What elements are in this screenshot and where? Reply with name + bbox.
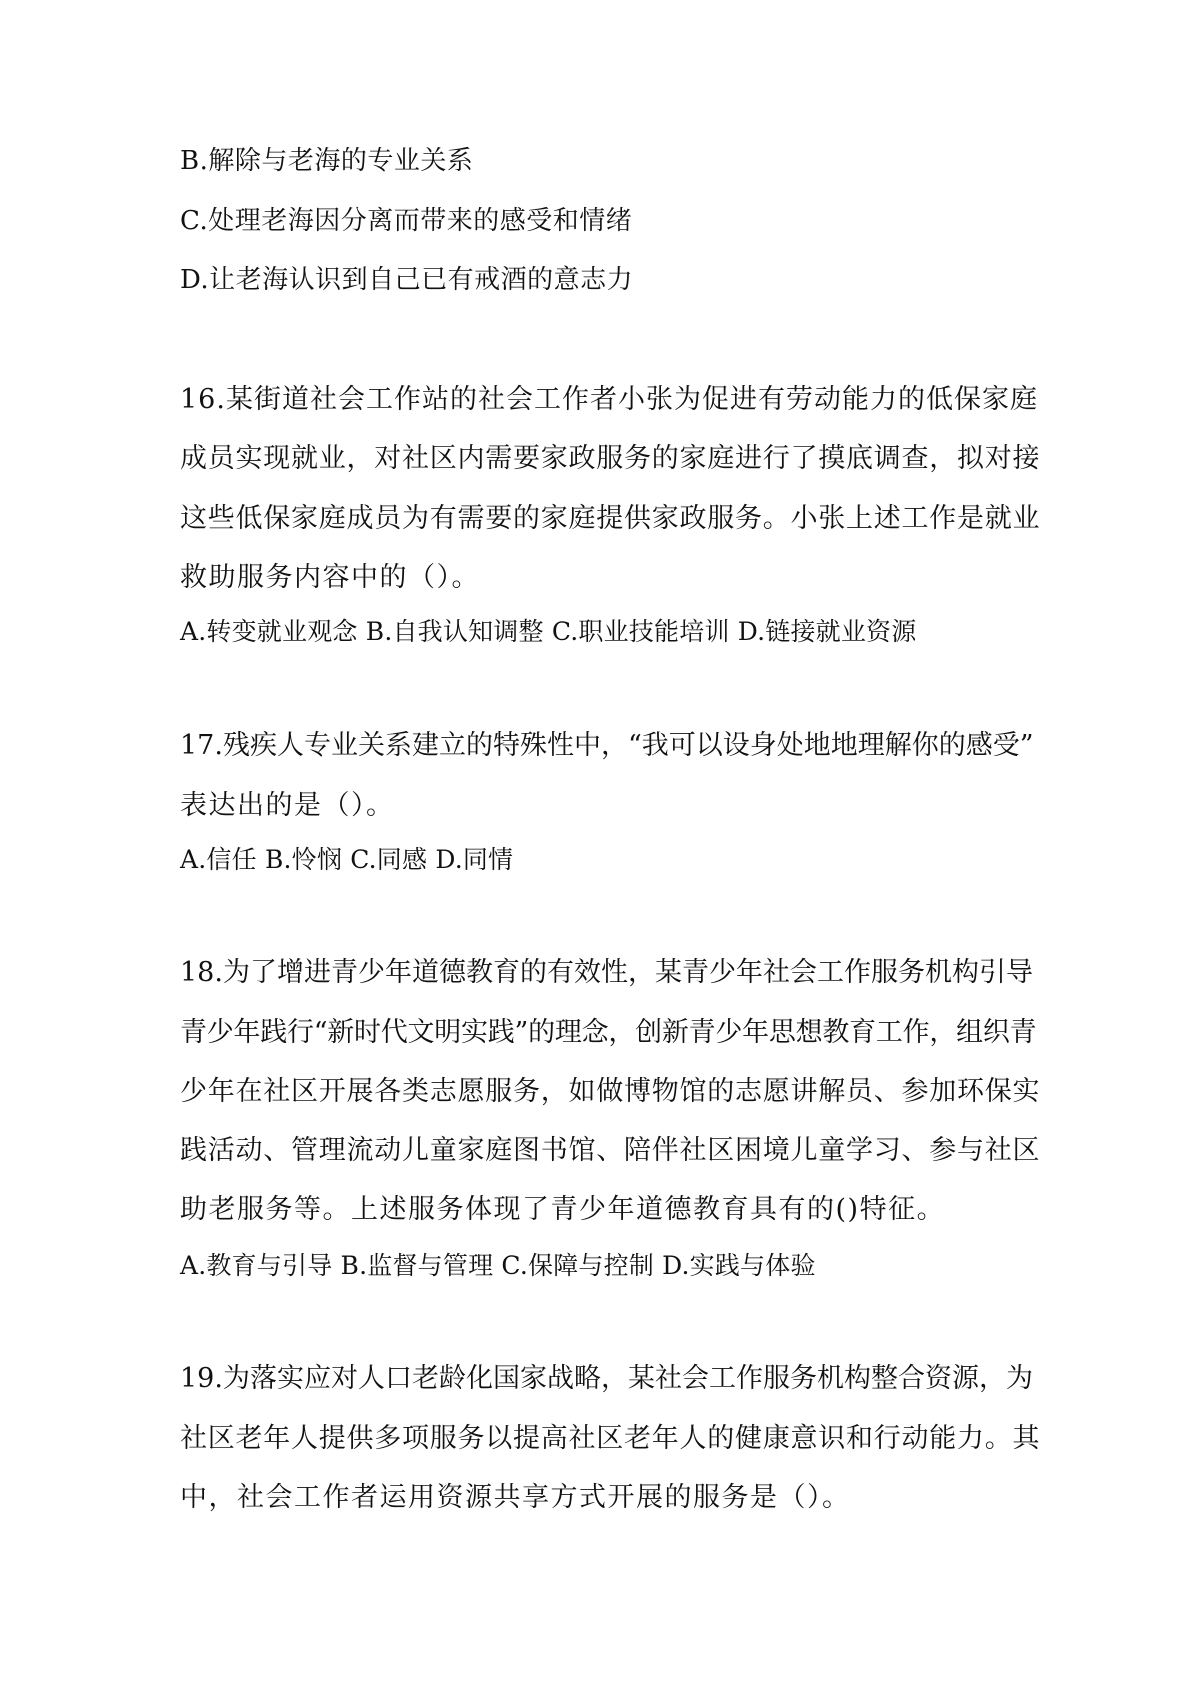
- q19-line-2: 社区老年人提供多项服务以提高社区老年人的健康意识和行动能力。其: [180, 1423, 1041, 1454]
- q18-line-4: 践活动、管理流动儿童家庭图书馆、陪伴社区困境儿童学习、参与社区: [180, 1135, 1041, 1166]
- q18-line-3: 少年在社区开展各类志愿服务，如做博物馆的志愿讲解员、参加环保实: [180, 1076, 1041, 1107]
- q15-option-b: B.解除与老海的专业关系: [180, 146, 474, 176]
- q18-line-5: 助老服务等。上述服务体现了青少年道德教育具有的()特征。: [180, 1194, 946, 1225]
- q17-line-1: 17.残疾人专业关系建立的特殊性中，“我可以设身处地地理解你的感受”: [180, 730, 1034, 761]
- q17-choices: A.信任 B.怜悯 C.同感 D.同情: [180, 845, 514, 874]
- q18-line-1: 18.为了增进青少年道德教育的有效性，某青少年社会工作服务机构引导: [180, 957, 1033, 988]
- q16-line-2: 成员实现就业，对社区内需要家政服务的家庭进行了摸底调查，拟对接: [180, 443, 1041, 474]
- q19-line-3: 中，社会工作者运用资源共享方式开展的服务是（）。: [180, 1482, 851, 1513]
- q15-option-d: D.让老海认识到自己已有戒酒的意志力: [180, 265, 634, 295]
- q16-line-3: 这些低保家庭成员为有需要的家庭提供家政服务。小张上述工作是就业: [180, 503, 1041, 534]
- q15-option-c: C.处理老海因分离而带来的感受和情绪: [180, 206, 633, 236]
- q16-line-4: 救助服务内容中的（）。: [180, 562, 480, 593]
- q18-choices: A.教育与引导 B.监督与管理 C.保障与控制 D.实践与体验: [180, 1251, 816, 1280]
- q17-line-2: 表达出的是（）。: [180, 790, 395, 821]
- q16-choices: A.转变就业观念 B.自我认知调整 C.职业技能培训 D.链接就业资源: [180, 617, 917, 646]
- q18-line-2: 青少年践行“新时代文明实践”的理念，创新青少年思想教育工作，组织青: [180, 1017, 1037, 1048]
- q19-line-1: 19.为落实应对人口老龄化国家战略，某社会工作服务机构整合资源，为: [180, 1363, 1033, 1394]
- q16-line-1: 16.某街道社会工作站的社会工作者小张为促进有劳动能力的低保家庭: [180, 384, 1038, 415]
